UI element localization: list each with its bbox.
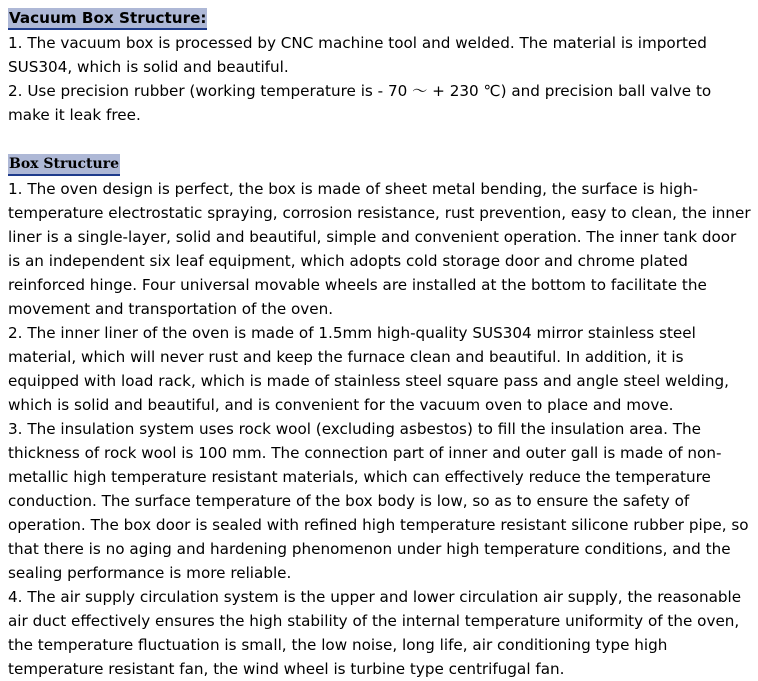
heading-box-structure: Box Structure — [8, 154, 120, 176]
section-box-structure — [8, 151, 753, 681]
box-paragraph-2: 2. The inner liner of the oven is made of 1.5mm high-quality SUS304 mirror stainless steel material, which will never rust and keep the furnace clean and beautiful. In addition, it is equipped with load rack, which is made of stainless steel square pass and angle steel welding, which is solid and beautiful, and is convenient for the vacuum oven to place and move. — [8, 324, 729, 414]
section-spacer — [8, 127, 753, 151]
heading-vacuum-box-structure: Vacuum Box Structure: — [8, 8, 207, 30]
box-paragraph-3: 3. The insulation system uses rock wool (excluding asbestos) to fill the insulation area. The thickness of rock wool is 100 mm. The connection part of inner and outer gall is made of non-metallic high temperature resistant materials, which can effectively reduce the temperature conduction. The surface temperature of the box body is low, so as to ensure the safety of operation. The box door is sealed with refined high temperature resistant silicone rubber pipe, so that there is no aging and hardening phenomenon under high temperature conditions, and the sealing performance is more reliable. — [8, 420, 749, 582]
vacuum-paragraph-1: 1. The vacuum box is processed by CNC machine tool and welded. The material is imported SUS304, which is solid and beautiful. — [8, 34, 707, 76]
box-paragraph-4: 4. The air supply circulation system is the upper and lower circulation air supply, the reasonable air duct effectively ensures the high stability of the internal temperature uniformity of the oven, the temperature fluctuation is small, the low noise, long life, air conditioning type high temperature resistant fan, the wind wheel is turbine type centrifugal fan. — [8, 588, 742, 678]
box-paragraph-1: 1. The oven design is perfect, the box is made of sheet metal bending, the surface is high-temperature electrostatic spraying, corrosion resistance, rust prevention, easy to clean, the inner liner is a single-layer, solid and beautiful, simple and convenient operation. The inner tank door is an independent six leaf equipment, which adopts cold storage door and chrome plated reinforced hinge. Four universal movable wheels are installed at the bottom to facilitate the movement and transportation of the oven. — [8, 180, 751, 318]
section-vacuum-box-structure — [8, 6, 753, 127]
vacuum-paragraph-2: 2. Use precision rubber (working temperature is - 70 ～ + 230 ℃) and precision ball valve to make it leak free. — [8, 82, 712, 124]
document-body — [8, 6, 753, 681]
